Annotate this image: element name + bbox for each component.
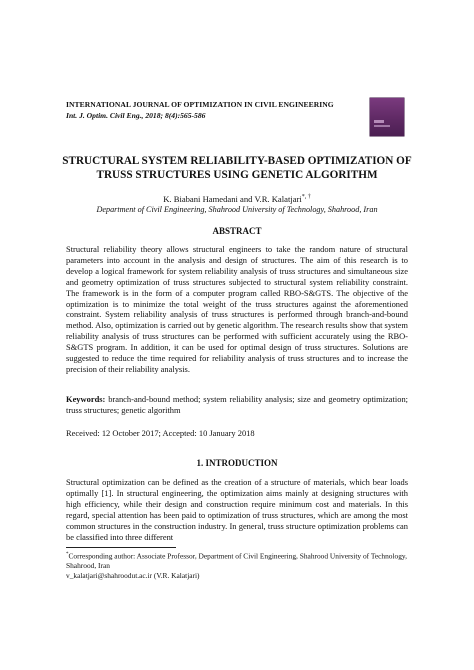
footnote-divider [66,547,176,548]
cover-decoration [374,125,390,127]
author-line [60,194,414,204]
cover-decoration [374,120,384,123]
journal-header [66,100,366,120]
abstract-text: Structural reliability theory allows structural engineers to take the random nature of structural parameters into account in the analysis and design of structures. The aim of this research is to develop a logical framework for system reliability analysis of truss structures and simultaneous size and geometry optimization of truss structures subjected to structural system reliability constraint. The framework is in the form of a computer program called RBO-S&GTS. The objective of the optimization is to minimize the total weight of the truss structures against the aforementioned constraint. System reliability analysis of truss structures is performed through branch-and-bound method. Also, optimization is carried out by genetic algorithm. The research results show that system reliability analysis of truss structures can be performed with sufficient accurately using the RBO-S&GTS program. In addition, it can be used for optimal design of truss structures. Solutions are suggested to reduce the time required for reliability analysis of truss structures and to increase the precision of their reliability analysis. [66,244,408,374]
journal-citation: Int. J. Optim. Civil Eng., 2018; 8(4):565-586 [66,111,206,120]
footnote-line [66,550,408,571]
keywords-label: Keywords: [66,394,106,404]
keywords [66,394,408,416]
footnote [66,550,408,580]
abstract-heading: ABSTRACT [212,226,262,236]
received-dates: Received: 12 October 2017; Accepted: 10 January 2018 [66,428,255,438]
introduction-text: Structural optimization can be defined as the creation of a structure of materials, which bear loads optimally [1]. In structural engineering, the optimization aims mainly at designing structures with high efficiency, while their design and construction require minimum cost and materials. In this regard, special attention has been paid to optimization of truss structures, which are among the most common structures in the construction industry. In general, truss structure optimization problems can be classified into three different [66,477,408,542]
footnote-text: Corresponding author: Associate Professor, Department of Civil Engineering, Shahrood University of Technology, Shahrood, Iran [66,551,407,571]
journal-cover-image [370,98,404,136]
keywords-text: branch-and-bound method; system reliability analysis; size and geometry optimization; truss structures; genetic algorithm [66,394,409,415]
footnote-email: v_kalatjari@shahroodut.ac.ir (V.R. Kalatjari) [66,570,200,580]
paper-title: STRUCTURAL SYSTEM RELIABILITY-BASED OPTIMIZATION OF TRUSS STRUCTURES USING GENETIC ALGORITHM [62,155,412,181]
footnote-mark: * [66,552,69,557]
author-marks: *, † [301,194,311,201]
journal-name: INTERNATIONAL JOURNAL OF OPTIMIZATION IN CIVIL ENGINEERING [66,100,334,109]
author-names: K. Biabani Hamedani and V.R. Kalatjari [163,194,302,204]
section-heading-introduction: 1. INTRODUCTION [196,458,278,468]
affiliation: Department of Civil Engineering, Shahrood University of Technology, Shahrood, Iran [96,205,378,214]
